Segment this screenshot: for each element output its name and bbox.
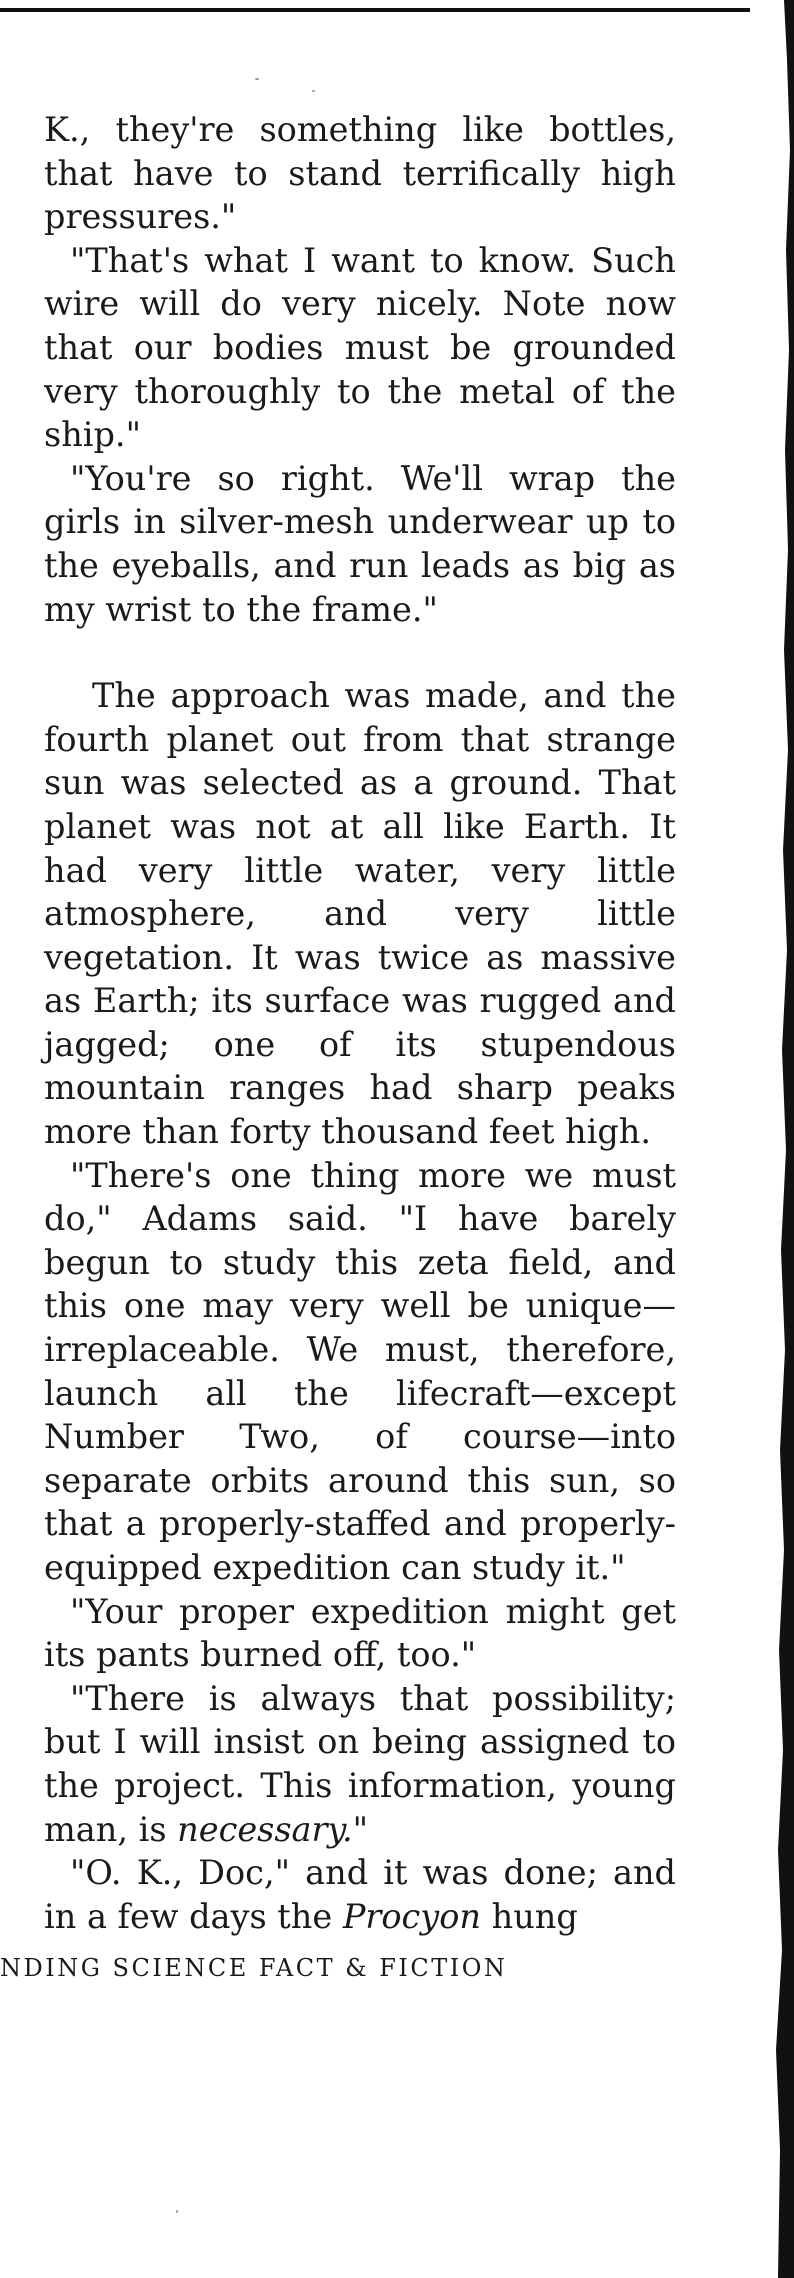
paragraph-4: The approach was made, and the fourth planet out from that strange sun was selected as a ground. That planet was not at all like Earth. It had very little water, very little atmosphere, and very little vegetation. It was twice as massive as Earth; its surface was rugged and jagged; one of its stupendous mountain ranges had sharp peaks more than forty thousand feet high. [44, 676, 676, 1152]
scan-speck [176, 2210, 178, 2213]
paragraph-2: "That's what I want to know. Such wire will do very nicely. Note now that our bodies must be grounded very thoroughly to the metal of the ship." [44, 240, 676, 455]
paragraph-6: "Your proper expedition might get its pants burned off, too." [44, 1591, 676, 1675]
paragraph-8-text: "O. K., Doc," and it was done; and in a few days the [44, 1853, 676, 1936]
paragraph-5: "There's one thing more we must do," Adams said. "I have barely begun to study this zeta field, and this one may very well be unique—irreplaceable. We must, therefore, launch all the lifecraft—except Number Two, of course—into separate orbits around this sun, so that a properly-staffed and properly-equipped expedition can study it." [44, 1155, 676, 1587]
article-text-column [44, 108, 676, 1938]
paragraph-8-italic: Procyon [342, 1896, 481, 1936]
top-rule [0, 8, 750, 12]
paragraph-7-text: "There is always that possibility; but I will insist on being assigned to the project. This information, young man, is [44, 1678, 676, 1849]
scan-speck [312, 90, 315, 92]
scanned-page-edge [758, 0, 794, 2278]
paragraph-8-tail: hung [480, 1896, 578, 1936]
running-footer: NDING SCIENCE FACT & FICTION [0, 1954, 508, 1982]
scan-speck [255, 78, 259, 80]
paragraph-7 [44, 1677, 676, 1851]
paragraph-7-italic: necessary." [177, 1809, 369, 1849]
paragraph-3: "You're so right. We'll wrap the girls in silver-mesh underwear up to the eyeballs, and run leads as big as my wrist to the frame." [44, 458, 676, 629]
paragraph-1: K., they're something like bottles, that have to stand terrifically high pressures." [44, 110, 676, 237]
paragraph-8 [44, 1851, 676, 1938]
